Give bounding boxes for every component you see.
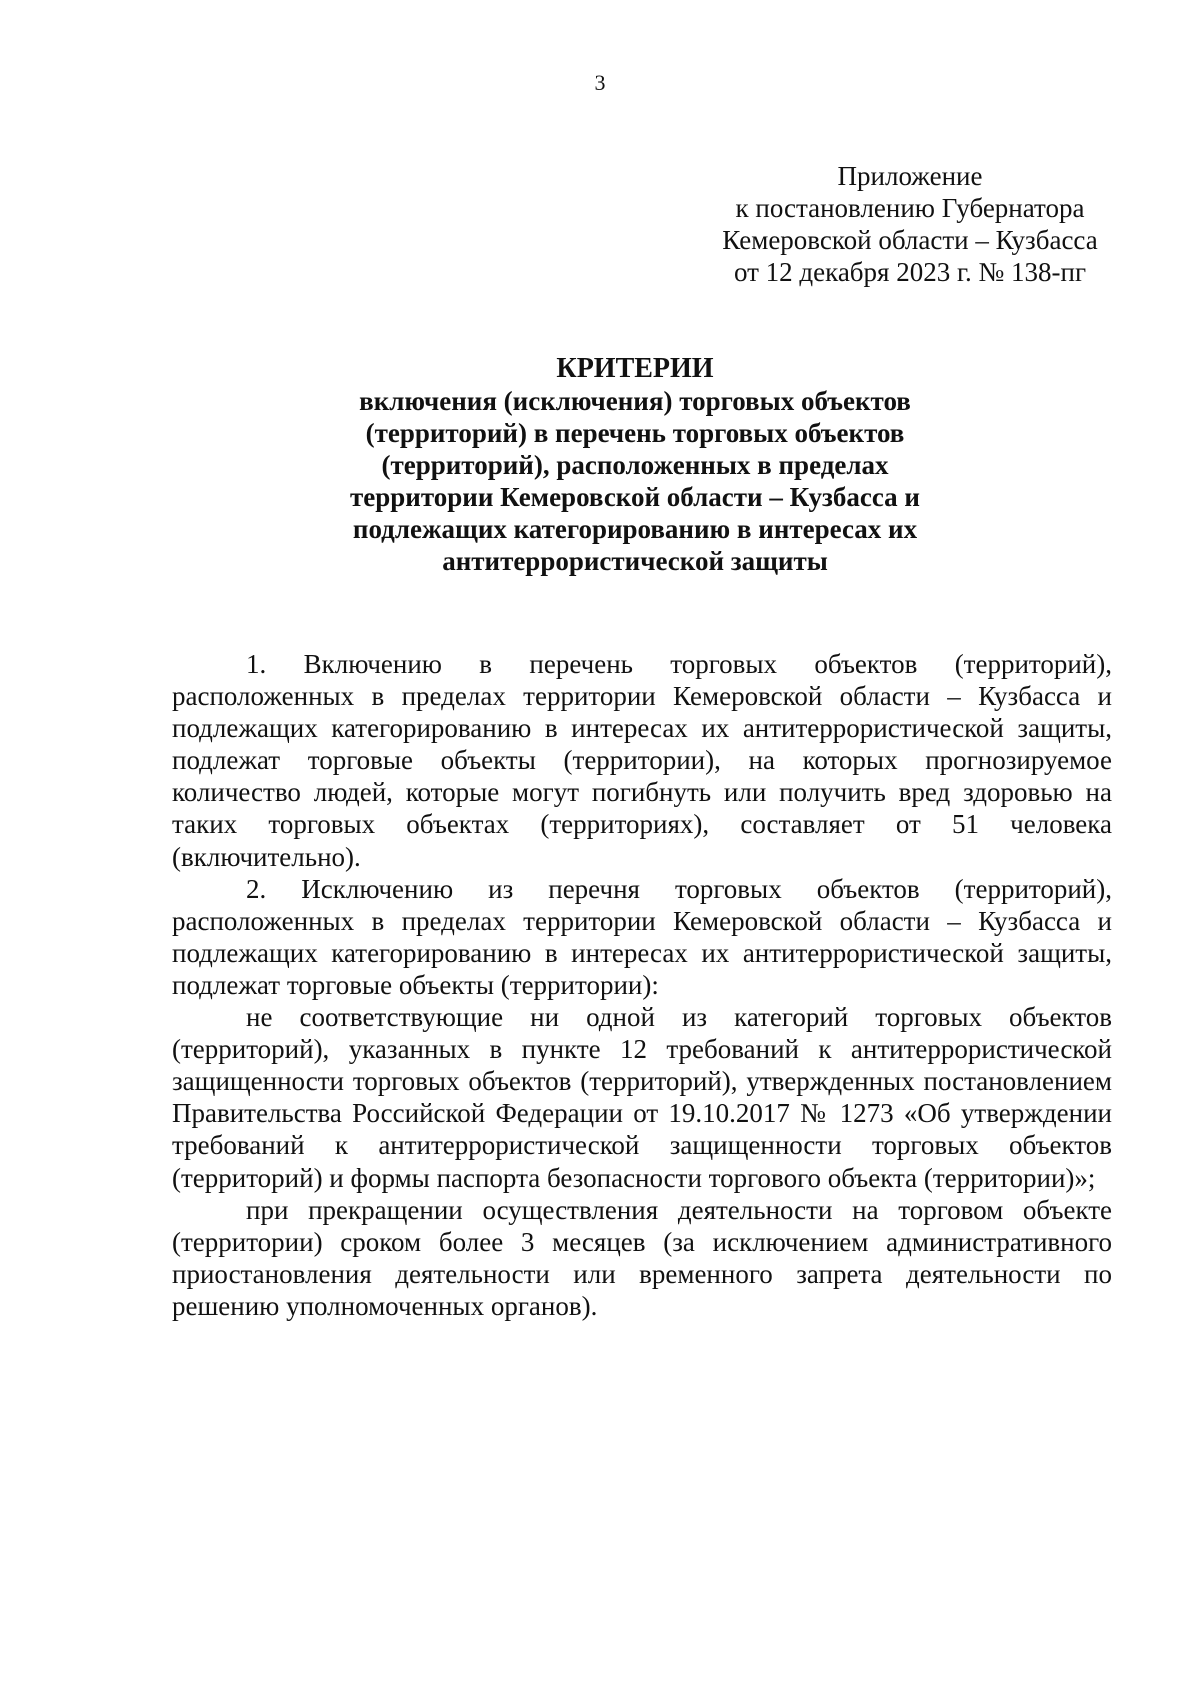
document-body xyxy=(172,648,1112,1322)
title-line: (территорий) в перечень торговых объектов xyxy=(365,418,905,448)
annex-header xyxy=(700,160,1120,288)
annex-line: от 12 декабря 2023 г. № 138-пг xyxy=(733,257,1087,287)
title-line: (территорий), расположенных в пределах xyxy=(381,450,889,480)
title-line: территории Кемеровской области – Кузбасса и xyxy=(350,482,920,512)
annex-line: Приложение xyxy=(837,161,983,191)
paragraph-2: 2. Исключению из перечня торговых объектов (территорий), расположенных в пределах территории Кемеровской области – Кузбасса и подлежащих категорированию в интересах их антитеррористической защиты, подлежат торговые объекты (территории): xyxy=(172,873,1112,1000)
paragraph-4: при прекращении осуществления деятельности на торговом объекте (территории) сроком более 3 месяцев (за исключением административного приостановления деятельности или временного запрета деятельности по решению уполномоченных органов). xyxy=(172,1194,1112,1321)
title-main: КРИТЕРИИ xyxy=(556,353,714,384)
document-title xyxy=(170,353,1100,577)
paragraph-3: не соответствующие ни одной из категорий торговых объектов (территорий), указанных в пункте 12 требований к антитеррористической защищенности торговых объектов (территорий), утвержденных постановлением Правительства Российской Федерации от 19.10.2017 № 1273 «Об утверждении требований к антитеррористической защищенности торговых объектов (территорий) и формы паспорта безопасности торгового объекта (территории)»; xyxy=(172,1002,1112,1193)
title-line: включения (исключения) торговых объектов xyxy=(359,386,911,416)
annex-line: к постановлению Губернатора xyxy=(735,193,1085,223)
annex-line: Кемеровской области – Кузбасса xyxy=(722,225,1098,255)
title-line: подлежащих категорированию в интересах их xyxy=(352,514,918,544)
paragraph-1: 1. Включению в перечень торговых объектов (территорий), расположенных в пределах территории Кемеровской области – Кузбасса и подлежащих категорированию в интересах их антитеррористической защиты, подлежат торговые объекты (территории), на которых прогнозируемое количество людей, которые могут погибнуть или получить вред здоровью на таких торговых объектах (территориях), составляет от 51 человека (включительно). xyxy=(172,649,1112,872)
title-line: антитеррористической защиты xyxy=(442,546,828,576)
page-number: 3 xyxy=(594,70,606,95)
